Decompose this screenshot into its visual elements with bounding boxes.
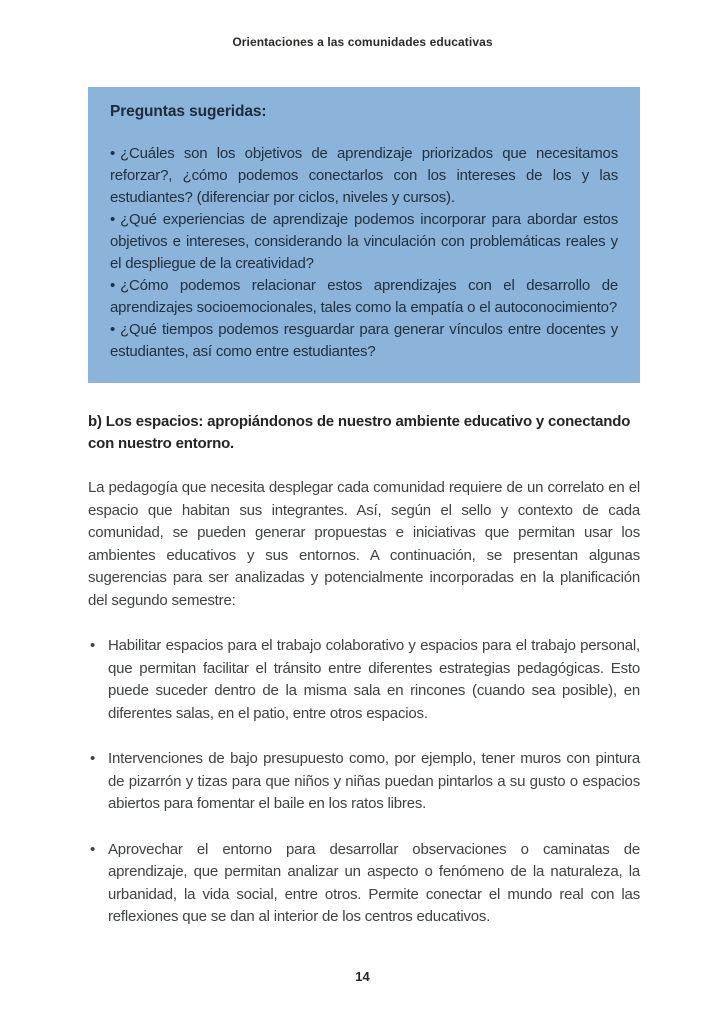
list-item: [88, 839, 640, 929]
bullet-icon: •: [110, 211, 116, 228]
bullet-icon: •: [90, 750, 96, 767]
list-item: [88, 635, 640, 725]
list-item-text: Aprovechar el entorno para desarrollar observaciones o caminatas de aprendizaje, que permitan analizar un aspecto o fenómeno de la naturaleza, la urbanidad, la vida social, entre otros. Permite conectar el mundo real con las reflexiones que se dan al interior de los centros educativos.: [108, 840, 640, 925]
question-item-text: ¿Cómo podemos relacionar estos aprendizajes con el desarrollo de aprendizajes socioemocionales, tales como la empatía o el autoconocimiento?: [110, 277, 618, 316]
suggested-questions-box: [88, 87, 640, 383]
list-item: [88, 748, 640, 816]
question-item-text: ¿Qué tiempos podemos resguardar para generar vínculos entre docentes y estudiantes, así como entre estudiantes?: [110, 321, 618, 360]
bullet-icon: •: [110, 145, 116, 162]
list-item-text: Habilitar espacios para el trabajo colaborativo y espacios para el trabajo personal, que permitan facilitar el tránsito entre diferentes estrategias pedagógicas. Esto puede suceder dentro de la misma sala en rincones (cuando sea posible), en diferentes salas, en el patio, entre otros espacios.: [108, 637, 640, 722]
bullet-icon: •: [90, 840, 96, 858]
bullet-icon: •: [110, 277, 116, 294]
bullet-icon: •: [90, 637, 96, 654]
list-item-text: Intervenciones de bajo presupuesto como, por ejemplo, tener muros con pintura de pizarrón y tizas para que niños y niñas puedan pintarlos a su gusto o espacios abiertos para fomentar el baile en los ratos libres.: [108, 750, 640, 812]
question-item-text: ¿Cuáles son los objetivos de aprendizaje priorizados que necesitamos reforzar?, ¿cómo podemos conectarlos con los intereses de los y las estudiantes? (diferenciar por ciclos, niveles y cursos).: [110, 145, 618, 206]
question-item: [110, 143, 618, 209]
question-item-text: ¿Qué experiencias de aprendizaje podemos incorporar para abordar estos objetivos e intereses, considerando la vinculación con problemáticas reales y el despliegue de la creatividad?: [110, 211, 618, 272]
intro-paragraph: La pedagogía que necesita desplegar cada comunidad requiere de un correlato en el espacio que habitan sus integrantes. Así, según el sello y contexto de cada comunidad, se pueden generar propuestas e iniciativas que permitan usar los ambientes educativos y sus entornos. A continuación, se presentan algunas sugerencias para ser analizadas y potencialmente incorporadas en la planificación del segundo semestre:: [88, 479, 640, 609]
page-number: 14: [355, 969, 370, 984]
question-box-title: Preguntas sugeridas:: [110, 103, 267, 120]
section-heading: b) Los espacios: apropiándonos de nuestro ambiente educativo y conectando con nuestro entorno.: [88, 413, 631, 452]
question-item: [110, 275, 618, 319]
question-item: [110, 209, 618, 275]
page-header: Orientaciones a las comunidades educativas: [232, 35, 493, 49]
bullet-icon: •: [110, 321, 116, 338]
question-item: [110, 319, 618, 363]
suggestions-list: [88, 635, 640, 929]
